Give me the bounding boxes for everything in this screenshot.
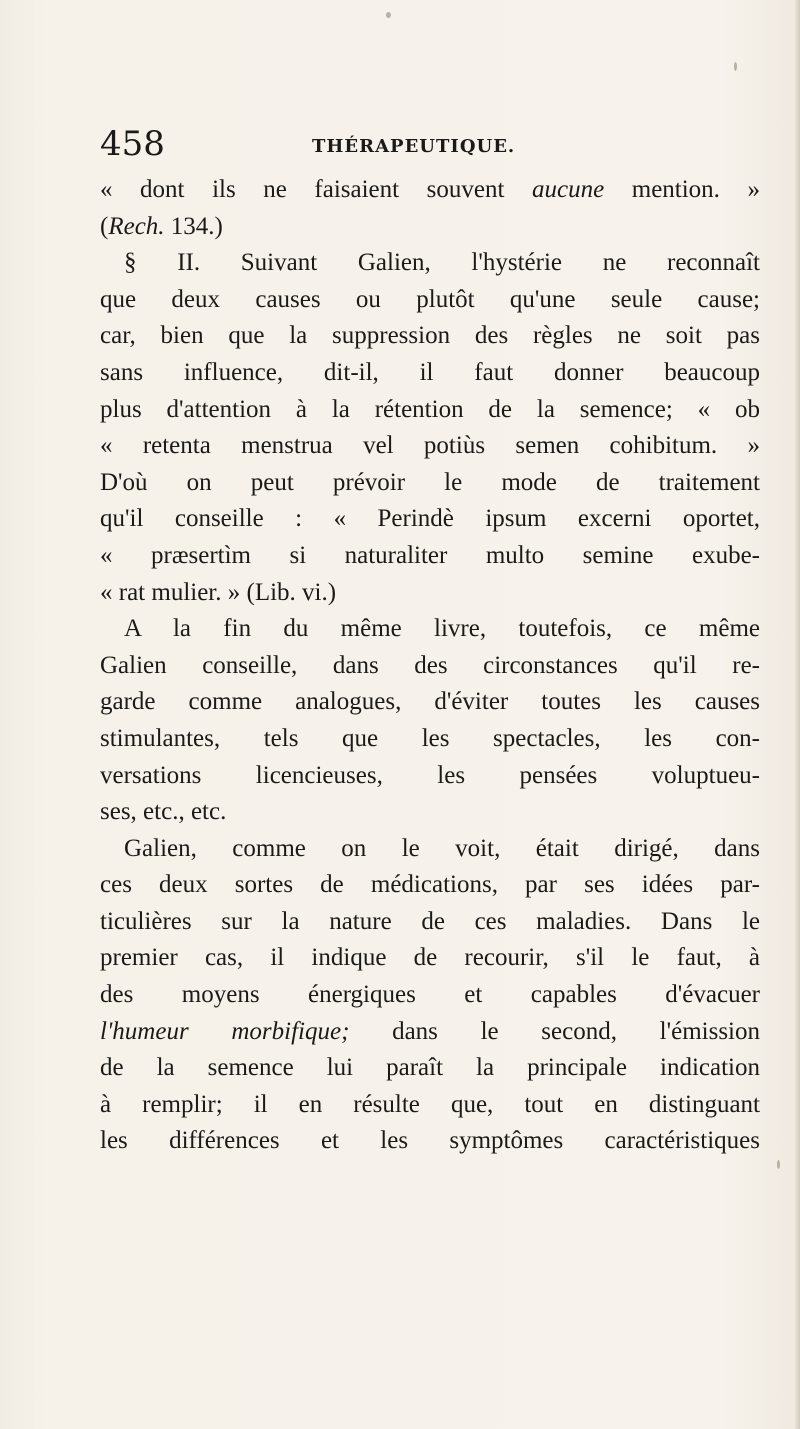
text-line — [100, 1014, 760, 1051]
text-run: ses, etc., etc. — [100, 798, 227, 826]
text-run: ces deux sortes de médications, par ses idées par- — [100, 871, 760, 899]
text-run: 134.) — [164, 212, 223, 240]
text-line — [100, 392, 760, 429]
italic-run: Rech. — [108, 212, 165, 240]
text-run: stimulantes, tels que les spectacles, les con- — [100, 724, 760, 752]
text-line — [100, 318, 760, 355]
text-line — [100, 977, 760, 1014]
page-number: 458 — [100, 124, 165, 164]
text-run: sans influence, dit-il, il faut donner beaucoup — [100, 358, 760, 386]
text-run: mention. » — [604, 176, 760, 203]
text-run: ticulières sur la nature de ces maladies. Dans le — [100, 907, 760, 935]
text-run: Galien, comme on le voit, était dirigé, dans — [124, 834, 760, 862]
text-run: de la semence lui paraît la principale indication — [100, 1054, 760, 1082]
text-line — [100, 831, 760, 868]
text-line — [100, 648, 760, 685]
italic-run: l'humeur morbifique; — [100, 1017, 350, 1045]
text-run: versations licencieuses, les pensées voluptueu- — [100, 761, 760, 789]
text-run: « retenta menstrua vel potiùs semen cohibitum. » — [100, 432, 760, 460]
text-run: garde comme analogues, d'éviter toutes les causes — [100, 688, 760, 716]
page-header — [100, 124, 740, 170]
text-run: Galien conseille, dans des circonstances qu'il re- — [100, 651, 760, 679]
text-line — [100, 1087, 760, 1124]
running-head: THÉRAPEUTIQUE. — [312, 136, 516, 157]
text-line — [100, 355, 760, 392]
body-text — [100, 172, 760, 1160]
italic-run: aucune — [531, 176, 605, 203]
text-line — [100, 940, 760, 977]
text-line — [100, 465, 760, 502]
text-line — [100, 501, 760, 538]
text-run: des moyens énergiques et capables d'évacuer — [100, 981, 760, 1009]
ink-speck — [777, 1160, 780, 1169]
text-run: A la fin du même livre, toutefois, ce même — [124, 615, 760, 643]
text-run: que deux causes ou plutôt qu'une seule cause; — [100, 285, 760, 313]
text-line — [100, 611, 760, 648]
text-run: dans le second, l'émission — [349, 1017, 760, 1045]
text-line — [100, 867, 760, 904]
text-line — [100, 428, 760, 465]
text-line — [100, 1050, 760, 1087]
page-edge-shadow — [794, 0, 800, 1429]
text-run: plus d'attention à la rétention de la semence; « ob — [100, 395, 760, 423]
text-run: « rat mulier. » (Lib. vi.) — [100, 578, 337, 606]
text-line — [100, 245, 760, 282]
text-run: à remplir; il en résulte que, tout en distinguant — [100, 1090, 760, 1118]
text-line — [100, 282, 760, 319]
ink-speck — [386, 12, 391, 18]
text-line — [100, 721, 760, 758]
text-line — [100, 538, 760, 575]
text-run: « præsertìm si naturaliter multo semine exube- — [100, 541, 760, 569]
text-line — [100, 684, 760, 721]
text-run: les différences et les symptômes caractéristiques — [100, 1127, 760, 1155]
text-line — [100, 758, 760, 795]
text-run: § II. Suivant Galien, l'hystérie ne reconnaît — [124, 249, 760, 277]
text-run: « dont ils ne faisaient souvent — [100, 176, 532, 203]
text-line — [100, 209, 760, 246]
text-line — [100, 172, 760, 209]
ink-speck — [734, 62, 737, 71]
text-run: D'où on peut prévoir le mode de traitement — [100, 468, 760, 496]
text-line — [100, 794, 760, 831]
text-line — [100, 575, 760, 612]
text-line — [100, 1123, 760, 1160]
text-run: car, bien que la suppression des règles ne soit pas — [100, 322, 760, 350]
text-run: premier cas, il indique de recourir, s'il le faut, à — [100, 944, 760, 972]
text-run: ( — [100, 212, 109, 240]
text-run: qu'il conseille : « Perindè ipsum excerni oportet, — [100, 505, 760, 533]
text-line — [100, 904, 760, 941]
